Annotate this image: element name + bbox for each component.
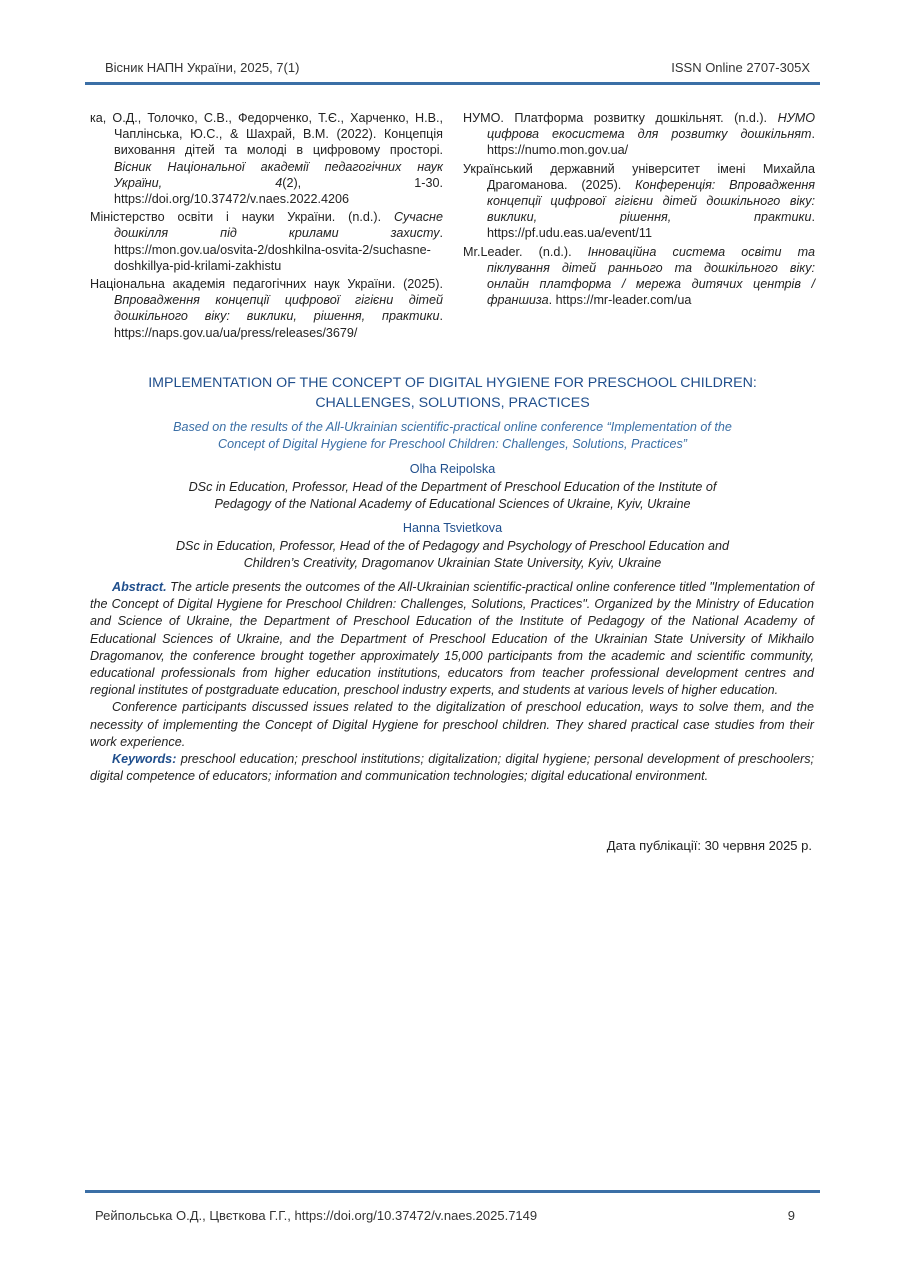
- article-title: IMPLEMENTATION OF THE CONCEPT OF DIGITAL HYGIENE FOR PRESCHOOL CHILDREN: CHALLENGES, SOLUTIONS, PRACTICES: [148, 375, 757, 411]
- reference-item: ка, О.Д., Толочко, С.В., Федорченко, Т.Є., Харченко, Н.В., Чаплінська, Ю.С., & Шахрай, В.М. (2022). Концепція виховання дітей та молоді в цифровому просторі. Вісник Національної академії педагогічних наук України, 4(2), 1-30. https://doi.org/10.37472/v.naes.2022.4206: [90, 111, 443, 207]
- reference-item: Національна академія педагогічних наук України. (2025). Впровадження концепції цифрової гігієни дітей дошкільного віку: виклики, рішення, практики. https://naps.gov.ua/ua/press/releases/3679/: [90, 277, 443, 340]
- reference-item: Український державний університет імені Михайла Драгоманова. (2025). Конференція: Впровадження концепції цифрової гігієни дітей дошкільного віку: виклики, рішення, практики. https://pf.udu.eas.ua/event/11: [463, 161, 815, 241]
- references-right-column: [463, 110, 815, 310]
- header-rule: [85, 82, 820, 85]
- author-affiliation: DSc in Education, Professor, Head of the Department of Preschool Education of the Institute of Pedagogy of the National Academy of Educational Sciences of Ukraine, Kyiv, Ukraine: [188, 480, 717, 511]
- publication-date: Дата публікації: 30 червня 2025 р.: [606, 838, 812, 853]
- author-name: Hanna Tsvietkova: [402, 521, 503, 535]
- reference-item: Mr.Leader. (n.d.). Інноваційна система освіти та піклування дітей раннього та дошкільного віку: онлайн платформа / мережа дитячих центрів / франшиза. https://mr-leader.com/ua: [463, 244, 815, 308]
- journal-header: Вісник НАПН України, 2025, 7(1): [105, 60, 300, 75]
- abstract-paragraph: Abstract. The article presents the outcomes of the All-Ukrainian scientific-practical online conference titled "Implementation of the Concept of Digital Hygiene for Preschool Children: Challenges, Solutions, Practices". Organized by the Ministry of Education and Science of Ukraine, the Department of Preschool Education of the Institute of Pedagogy of the National Academy of Educational Sciences of Ukraine, and the Department of Preschool Education of the Ukrainian State University of Mikhailo Dragomanov, the conference brought together approximately 15,000 participants from the academic and scientific community, educational professionals from higher education institutions, educators from teacher professional development centres and regional institutes of postgraduate education, preschool industry experts, and students at various levels of higher education.: [90, 580, 814, 698]
- issn-header: ISSN Online 2707-305X: [671, 60, 810, 75]
- author-name: Olha Reipolska: [409, 462, 496, 476]
- references-left-column: [90, 110, 443, 343]
- author-affiliation: DSc in Education, Professor, Head of the of Pedagogy and Psychology of Preschool Education and Children’s Creativity, Dragomanov Ukrainian State University, Kyiv, Ukraine: [175, 539, 730, 570]
- page-number: 9: [787, 1208, 795, 1223]
- keywords-paragraph: Keywords: preschool education; preschool institutions; digitalization; digital hygiene; personal development of preschoolers; digital competence of educators; information and communication technologies; digital educational environment.: [90, 752, 814, 784]
- footer-citation: Рейпольська О.Д., Цвєткова Г.Г., https://doi.org/10.37472/v.naes.2025.7149: [95, 1208, 538, 1223]
- article-subtitle: Based on the results of the All-Ukrainian scientific-practical online conference “Implementation of the Concept of Digital Hygiene for Preschool Children: Challenges, Solutions, Practices”: [173, 420, 732, 451]
- abstract-label: Abstract.: [112, 580, 167, 594]
- abstract-block: [90, 579, 814, 785]
- keywords-label: Keywords:: [112, 752, 177, 767]
- reference-item: Міністерство освіти і науки України. (n.d.). Сучасне дошкілля під крилами захисту. https://mon.gov.ua/osvita-2/doshkilna-osvita-2/suchasne-doshkillya-pid-krilami-zakhistu: [90, 210, 443, 273]
- reference-item: НУМО. Платформа розвитку дошкільнят. (n.d.). НУМО цифрова екосистема для розвитку дошкільнят. https://numo.mon.gov.ua/: [463, 111, 815, 158]
- abstract-paragraph: Conference participants discussed issues related to the digitalization of preschool education, ways to solve them, and the necessity of implementing the Concept of Digital Hygiene for preschool children. They shared practical case studies from their work experience.: [90, 700, 814, 749]
- footer-rule: [85, 1190, 820, 1193]
